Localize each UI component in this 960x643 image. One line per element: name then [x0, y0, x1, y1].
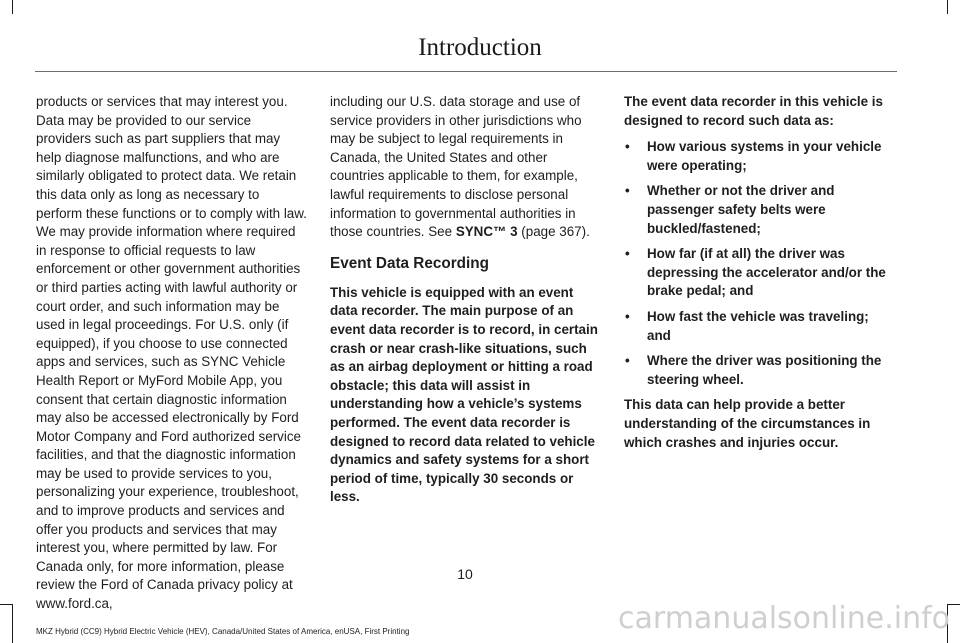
list-item [624, 245, 896, 301]
bullet-icon: • [625, 308, 630, 324]
page-title: Introduction [418, 34, 542, 61]
bullet-icon: • [625, 183, 630, 199]
column-2-paragraph [330, 93, 602, 242]
list-item-text: How far (if at all) the driver was depressing the accelerator and/or the brake pedal; and [647, 246, 886, 299]
crop-mark-bottom-left [12, 605, 13, 643]
watermark: carmanualsonline.info [618, 601, 950, 636]
recorder-data-intro: The event data recorder in this vehicle is designed to record such data as: [624, 94, 883, 128]
crop-mark-top-right [947, 0, 948, 14]
crop-mark-bottom-left-h [0, 604, 13, 605]
list-item [624, 352, 896, 389]
bullet-icon: • [625, 353, 630, 369]
sync-reference-link[interactable]: SYNC™ 3 [455, 224, 518, 240]
recorded-data-list [624, 138, 896, 389]
column-2-text: including our U.S. data storage and use of service providers in other jurisdictions who may be subject to legal requirements in Canada, the United States and other countries applicable to them, for example, lawful requirements to disclose personal information to governmental authorities in those countries. See [330, 94, 582, 240]
column-2 [330, 93, 602, 507]
page-number: 10 [457, 566, 473, 582]
header-rule [35, 71, 897, 72]
list-item [624, 138, 896, 175]
list-item [624, 182, 896, 238]
list-item-text: How fast the vehicle was traveling; and [647, 308, 869, 343]
crop-mark-top-left [12, 0, 13, 14]
list-item [624, 308, 896, 345]
column-1 [36, 93, 308, 614]
section-heading-event-data-recording: Event Data Recording [330, 254, 489, 272]
list-item-text: Whether or not the driver and passenger safety belts were buckled/fastened; [647, 183, 835, 236]
edition-footer: MKZ Hybrid (CC9) Hybrid Electric Vehicle (HEV), Canada/United States of America, enUSA, First Printing [36, 627, 410, 636]
bullet-icon: • [625, 139, 630, 155]
column-1-text: products or services that may interest you. Data may be provided to our service providers such as part suppliers that may help diagnose malfunctions, and who are similarly obligated to protect data. We retain this data only as long as necessary to perform these functions or to comply with law. We may provide information where required in response to official requests to law enforcement or other government authorities or third parties acting with lawful authority or court order, and such information may be used in legal proceedings. For U.S. only (if equipped), if you choose to use connected apps and services, such as SYNC Vehicle Health Report or MyFord Mobile App, you consent that certain diagnostic information may also be accessed electronically by Ford Motor Company and Ford authorized service facilities, and that the diagnostic information may be used to provide services to you, personalizing your experience, troubleshoot, and to improve products and services and offer you products and services that may interest you, where permitted by law. For Canada only, for more information, please review the Ford of Canada privacy policy at www.ford.ca, [36, 94, 307, 612]
bullet-icon: • [625, 246, 630, 262]
list-item-text: How various systems in your vehicle were operating; [647, 139, 882, 173]
page-reference: (page 367). [517, 224, 590, 240]
list-item-text: Where the driver was positioning the steering wheel. [647, 353, 882, 387]
column-3 [624, 93, 896, 452]
event-data-recording-body: This vehicle is equipped with an event data recorder. The main purpose of an event data recorder is to record, in certain crash or near crash-like situations, such as an airbag deployment or hitting a road obstacle; this data will assist in understanding how a vehicle’s systems performed. The event data recorder is designed to record data related to vehicle dynamics and safety systems for a short period of time, typically 30 seconds or less. [330, 284, 598, 505]
closing-paragraph: This data can help provide a better understanding of the circumstances in which crashes and injuries occur. [624, 397, 871, 450]
